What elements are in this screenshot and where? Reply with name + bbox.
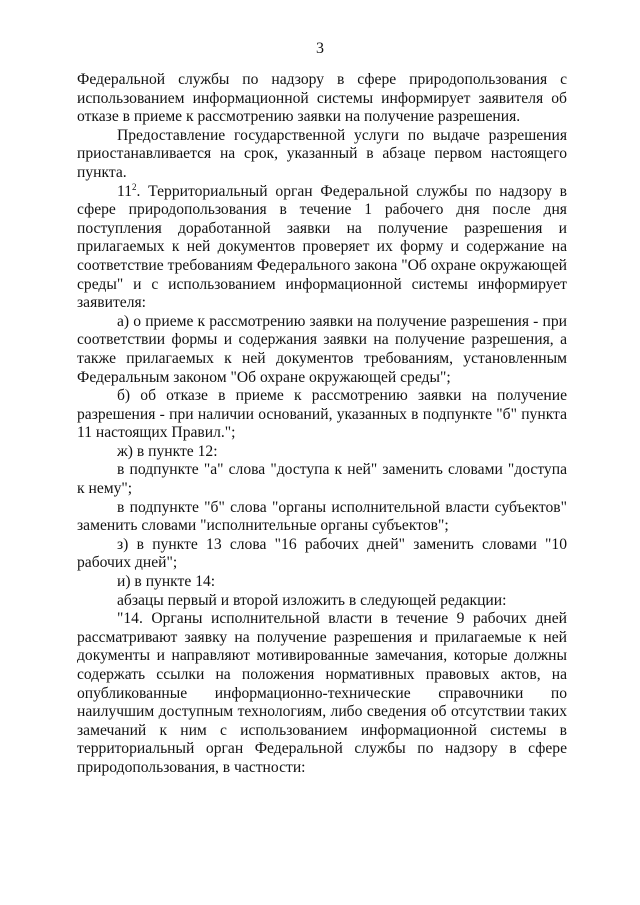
- paragraph-suspension: Предоставление государственной услуги по выдаче разрешения приостанавливается на срок, указанный в абзаце первом настоящего пункта.: [77, 126, 567, 181]
- paragraph-clause-14: "14. Органы исполнительной власти в течение 9 рабочих дней рассматривают заявку на получение разрешения и прилагаемые к ней документы и направляют мотивированные замечания, которые должны содержать ссылки на положения нормативных правовых актов, на опубликованные информационно-технические справочники по наилучшим доступным технологиям, либо сведения об отсутствии таких замечаний к ним с использованием информационной системы в территориальный орган Федеральной службы по надзору в сфере природопользования, в частности:: [77, 610, 567, 776]
- paragraph-subpoint-a-change: в подпункте "а" слова "доступа к ней" заменить словами "доступа к нему";: [77, 461, 567, 498]
- paragraph-item-i: и) в пункте 14:: [117, 573, 216, 591]
- clause-text: . Территориальный орган Федеральной службы по надзору в сфере природопользования в течение 1 рабочего дня после дня поступления доработанной заявки на получение разрешения и прилагаемых к ней документов проверяет их форму и содержание на соответствие требованиям Федерального закона "Об охране окружающей среды" и с использованием информационной системы информирует заявителя:: [77, 182, 567, 312]
- paragraph-item-zh: ж) в пункте 12:: [117, 442, 218, 460]
- page-number: 3: [316, 40, 324, 57]
- paragraph-subpoint-b-change: в подпункте "б" слова "органы исполнительной власти субъектов" заменить словами "исполнительные органы субъектов";: [77, 498, 567, 535]
- document-body: [77, 71, 567, 778]
- paragraph-clause-11-2: [77, 183, 567, 313]
- paragraph-subitem-a: а) о приеме к рассмотрению заявки на получение разрешения - при соответствии формы и содержания заявки на получение разрешения, а также прилагаемых к ней документов требованиям, установленным Федеральным законом "Об охране окружающей среды";: [77, 312, 567, 386]
- paragraph-new-edition: абзацы первый и второй изложить в следующей редакции:: [117, 591, 507, 609]
- clause-superscript: 2: [132, 181, 137, 192]
- paragraph-item-z: з) в пункте 13 слова "16 рабочих дней" заменить словами "10 рабочих дней";: [77, 535, 567, 572]
- paragraph-continuation: Федеральной службы по надзору в сфере природопользования с использованием информационной системы информирует заявителя об отказе в приеме к рассмотрению заявки на получение разрешения.: [77, 71, 567, 126]
- paragraph-subitem-b: б) об отказе в приеме к рассмотрению заявки на получение разрешения - при наличии оснований, указанных в подпункте "б" пункта 11 настоящих Правил.";: [77, 387, 567, 442]
- clause-number: 11: [117, 182, 133, 200]
